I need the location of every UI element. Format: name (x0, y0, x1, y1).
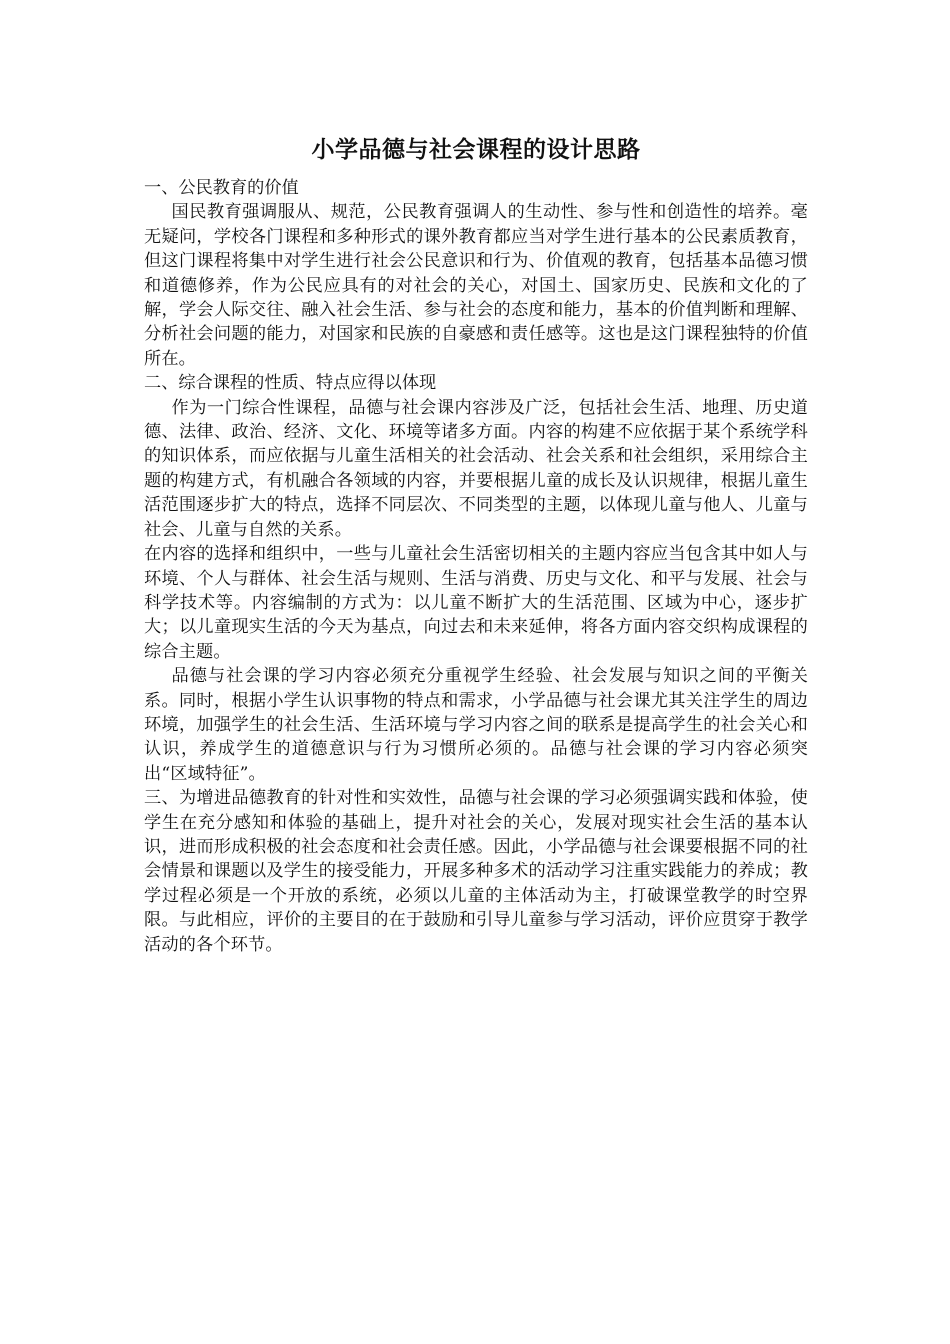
section-1-heading: 一、公民教育的价值 (144, 178, 299, 198)
document-body (144, 132, 808, 957)
section-2-paragraph-3: 品德与社会课的学习内容必须充分重视学生经验、社会发展与知识之间的平衡关系。同时，根据小学生认识事物的特点和需求，小学品德与社会课尤其关注学生的周边环境，加强学生的社会生活、生活环境与学习内容之间的联系是提高学生的社会关心和认识，养成学生的道德意识与行为习惯所必须的。品德与社会课的学习内容必须突出“区域特征”。 (144, 666, 808, 784)
section-2-paragraph-2: 在内容的选择和组织中，一些与儿童社会生活密切相关的主题内容应当包含其中如人与环境、个人与群体、社会生活与规则、生活与消费、历史与文化、和平与发展、社会与科学技术等。内容编制的方式为：以儿童不断扩大的生活范围、区域为中心，逐步扩大；以儿童现实生活的今天为基点，向过去和未来延伸，将各方面内容交织构成课程的综合主题。 (144, 544, 808, 662)
section-2-paragraph-1: 作为一门综合性课程，品德与社会课内容涉及广泛，包括社会生活、地理、历史道德、法律、政治、经济、文化、环境等诸多方面。内容的构建不应依据于某个系统学科的知识体系，而应依据与儿童生活相关的社会活动、社会关系和社会组织，采用综合主题的构建方式，有机融合各领域的内容，并要根据儿童的成长及认识规律，根据儿童生活范围逐步扩大的特点，选择不同层次、不同类型的主题，以体现儿童与他人、儿童与社会、儿童与自然的关系。 (144, 397, 808, 540)
section-3-paragraph: 三、为增进品德教育的针对性和实效性，品德与社会课的学习必须强调实践和体验，使学生在充分感知和体验的基础上，提升对社会的关心，发展对现实社会生活的基本认识，进而形成积极的社会态度和社会责任感。因此，小学品德与社会课要根据不同的社会情景和课题以及学生的接受能力，开展多种多术的活动学习注重实践能力的养成；教学过程必须是一个开放的系统，必须以儿童的主体活动为主，打破课堂教学的时空界限。与此相应，评价的主要目的在于鼓励和引导儿童参与学习活动，评价应贯穿于教学活动的各个环节。 (144, 788, 808, 955)
section-2-heading: 二、综合课程的性质、特点应得以体现 (144, 373, 437, 394)
section-1-paragraph: 国民教育强调服从、规范，公民教育强调人的生动性、参与性和创造性的培养。毫无疑问，学校各门课程和多种形式的课外教育都应当对学生进行基本的公民素质教育，但这门课程将集中对学生进行社会公民意识和行为、价值观的教育，包括基本品德习惯和道德修养，作为公民应具有的对社会的关心，对国土、国家历史、民族和文化的了解，学会人际交往、融入社会生活、参与社会的态度和能力，基本的价值判断和理解、分析社会问题的能力，对国家和民族的自豪感和责任感等。这也是这门课程独特的价值所在。 (144, 202, 808, 369)
document-title: 小学品德与社会课程的设计思路 (311, 137, 641, 163)
